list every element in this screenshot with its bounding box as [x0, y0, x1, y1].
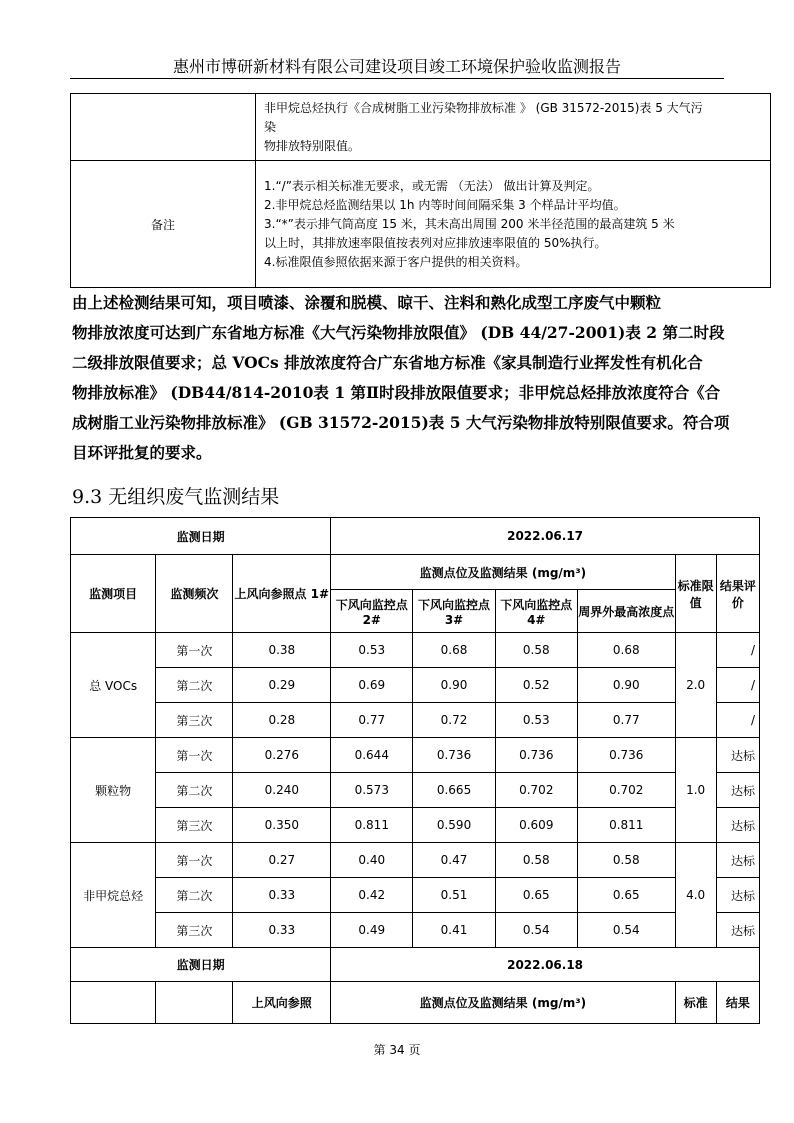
value-cell: 0.811	[331, 808, 413, 843]
page-number: 第 34 页	[373, 1043, 421, 1057]
limit-cell: 2.0	[675, 633, 716, 738]
remark-line: 4.标准限值参照依据来源于客户提供的相关资料。	[264, 254, 528, 269]
col-down3-header: 下风向监控点3#	[413, 590, 495, 633]
date-value: 2022.06.18	[331, 948, 760, 982]
freq-blank-cell	[156, 982, 233, 1024]
remark-line: 以上时，其排放速率限值按表列对应排放速率限值的 50%执行。	[264, 235, 607, 250]
max-value-cell: 0.58	[577, 843, 675, 878]
date-value: 2022.06.17	[331, 518, 760, 555]
max-value-cell: 0.68	[577, 633, 675, 668]
remark-line: 1.“/”表示相关标准无要求，或无需 （无法） 做出计算及判定。	[264, 178, 600, 193]
fugitive-emission-table	[70, 517, 760, 1024]
value-cell: 0.58	[495, 633, 577, 668]
value-cell: 0.27	[233, 843, 331, 878]
col-eval-header: 结果	[716, 982, 759, 1024]
freq-cell: 第二次	[156, 878, 233, 913]
value-cell: 0.609	[495, 808, 577, 843]
value-cell: 0.42	[331, 878, 413, 913]
freq-cell: 第二次	[156, 668, 233, 703]
item-name: 非甲烷总烃	[71, 843, 156, 948]
standard-note-line: 非甲烷总烃执行《合成树脂工业污染物排放标准 》 (GB 31572-2015)表 5 大气污	[264, 100, 703, 115]
value-cell: 0.736	[413, 738, 495, 773]
value-cell: 0.33	[233, 878, 331, 913]
limit-cell: 1.0	[675, 738, 716, 843]
value-cell: 0.40	[331, 843, 413, 878]
standard-note-line: 物排放特别限值。	[264, 138, 361, 153]
eval-cell: 达标	[716, 738, 759, 773]
remarks-cell	[256, 161, 771, 288]
conclusion-paragraph	[72, 288, 730, 468]
freq-cell: 第三次	[156, 808, 233, 843]
paragraph-line: 物排放标准》 (DB44/814-2010表 1 第Ⅱ时段排放限值要求；非甲烷总烃排放浓度符合《合	[72, 383, 721, 402]
value-cell: 0.54	[495, 913, 577, 948]
value-cell: 0.52	[495, 668, 577, 703]
col-limit-header: 标准限值	[675, 555, 716, 633]
header-rule	[70, 78, 724, 79]
value-cell: 0.33	[233, 913, 331, 948]
page-header-title: 惠州市博研新材料有限公司建设项目竣工环境保护验收监测报告	[172, 57, 621, 76]
freq-cell: 第二次	[156, 773, 233, 808]
results-header: 监测点位及监测结果 (mg/m³)	[331, 555, 675, 590]
max-value-cell: 0.702	[577, 773, 675, 808]
eval-cell: /	[716, 633, 759, 668]
value-cell: 0.736	[495, 738, 577, 773]
value-cell: 0.53	[495, 703, 577, 738]
max-value-cell: 0.811	[577, 808, 675, 843]
col-upwind-header: 上风向参照点 1#	[233, 555, 331, 633]
value-cell: 0.47	[413, 843, 495, 878]
freq-cell: 第一次	[156, 633, 233, 668]
max-value-cell: 0.90	[577, 668, 675, 703]
remark-line: 3.“*”表示排气筒高度 15 米，其未高出周围 200 米半径范围的最高建筑 5 米	[264, 216, 675, 231]
col-down4-header: 下风向监控点 4#	[495, 590, 577, 633]
paragraph-line: 二级排放限值要求；总 VOCs 排放浓度符合广东省地方标准《家具制造行业挥发性有机化合	[72, 353, 703, 372]
col-eval-header: 结果评价	[716, 555, 759, 633]
standard-note-cell	[256, 94, 771, 161]
item-name: 总 VOCs	[71, 633, 156, 738]
value-cell: 0.69	[331, 668, 413, 703]
value-cell: 0.702	[495, 773, 577, 808]
paragraph-line: 目环评批复的要求。	[72, 443, 212, 462]
limit-cell: 4.0	[675, 843, 716, 948]
value-cell: 0.77	[331, 703, 413, 738]
item-blank-cell	[71, 982, 156, 1024]
max-value-cell: 0.54	[577, 913, 675, 948]
freq-cell: 第一次	[156, 738, 233, 773]
value-cell: 0.58	[495, 843, 577, 878]
standard-note-line: 染	[264, 119, 277, 134]
value-cell: 0.240	[233, 773, 331, 808]
value-cell: 0.49	[331, 913, 413, 948]
value-cell: 0.28	[233, 703, 331, 738]
value-cell: 0.53	[331, 633, 413, 668]
paragraph-line: 成树脂工业污染物排放标准》 (GB 31572-2015)表 5 大气污染物排放特别限值要求。符合项	[72, 413, 730, 432]
results-header: 监测点位及监测结果 (mg/m³)	[331, 982, 675, 1024]
freq-cell: 第一次	[156, 843, 233, 878]
eval-cell: 达标	[716, 773, 759, 808]
value-cell: 0.51	[413, 878, 495, 913]
max-value-cell: 0.65	[577, 878, 675, 913]
date-label: 监测日期	[71, 948, 331, 982]
col-freq-header: 监测频次	[156, 555, 233, 633]
value-cell: 0.29	[233, 668, 331, 703]
remark-line: 2.非甲烷总烃监测结果以 1h 内等时间间隔采集 3 个样品计平均值。	[264, 197, 626, 212]
value-cell: 0.590	[413, 808, 495, 843]
value-cell: 0.68	[413, 633, 495, 668]
eval-cell: 达标	[716, 913, 759, 948]
col-max-header: 周界外最高浓度点	[577, 590, 675, 633]
section-heading: 9.3 无组织废气监测结果	[72, 486, 280, 508]
max-value-cell: 0.736	[577, 738, 675, 773]
col-upwind-header: 上风向参照	[233, 982, 331, 1024]
item-name: 颗粒物	[71, 738, 156, 843]
value-cell: 0.65	[495, 878, 577, 913]
value-cell: 0.644	[331, 738, 413, 773]
freq-cell: 第三次	[156, 913, 233, 948]
eval-cell: 达标	[716, 878, 759, 913]
eval-cell: /	[716, 703, 759, 738]
value-cell: 0.38	[233, 633, 331, 668]
value-cell: 0.350	[233, 808, 331, 843]
value-cell: 0.90	[413, 668, 495, 703]
eval-cell: 达标	[716, 808, 759, 843]
value-cell: 0.72	[413, 703, 495, 738]
eval-cell: 达标	[716, 843, 759, 878]
remarks-label: 备注	[71, 161, 256, 288]
value-cell: 0.276	[233, 738, 331, 773]
value-cell: 0.573	[331, 773, 413, 808]
col-limit-header: 标准	[675, 982, 716, 1024]
col-item-header: 监测项目	[71, 555, 156, 633]
freq-cell: 第三次	[156, 703, 233, 738]
max-value-cell: 0.77	[577, 703, 675, 738]
paragraph-line: 由上述检测结果可知，项目喷漆、涂覆和脱模、晾干、注料和熟化成型工序废气中颗粒	[72, 293, 662, 312]
value-cell: 0.41	[413, 913, 495, 948]
date-label: 监测日期	[71, 518, 331, 555]
notes-table	[70, 93, 771, 288]
eval-cell: /	[716, 668, 759, 703]
paragraph-line: 物排放浓度可达到广东省地方标准《大气污染物排放限值》 (DB 44/27-2001)表 2 第二时段	[72, 323, 725, 342]
notes-blank-cell	[71, 94, 256, 161]
value-cell: 0.665	[413, 773, 495, 808]
col-down2-header: 下风向监控点2#	[331, 590, 413, 633]
